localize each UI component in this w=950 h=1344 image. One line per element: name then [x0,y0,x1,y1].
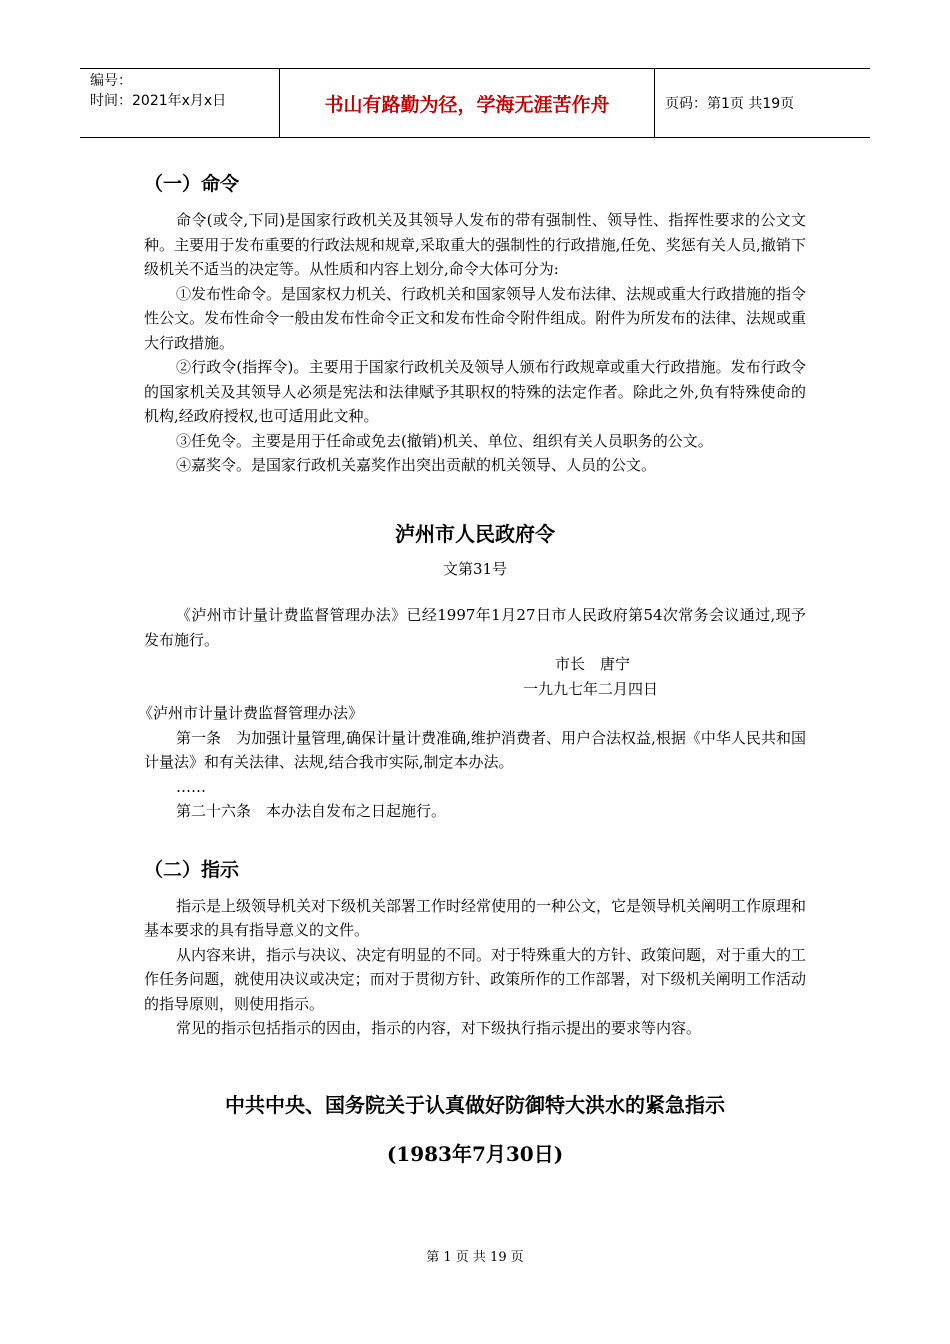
page-footer: 第 1 页 共 19 页 [426,1250,524,1265]
section-heading-directive: （二）指示 [144,858,240,881]
signing-date: 一九九七年二月四日 [522,679,658,698]
paragraph: ③任免令。主要是用于任命或免去(撤销)机关、单位、组织有关人员职务的公文。 [176,431,713,450]
section-heading-command: （一）命令 [144,173,240,195]
paragraph: ④嘉奖令。是国家行政机关嘉奖作出突出贡献的机关领导、人员的公文。 [176,456,657,474]
article-1: 第一条 为加强计量管理,确保计量计费准确,维护消费者、用户合法权益,根据《中华人民共和国计量法》和有关法律、法规,结合我市实际,制定本办法。 [144,728,806,771]
paragraph: 从内容来讲，指示与决议、决定有明显的不同。对于特殊重大的方针、政策问题，对于重大的工作任务问题，就使用决议或决定；而对于贯彻方针、政策所作的工作部署，对下级机关阐明工作活动的指导原则，则使用指示。 [144,945,807,1013]
ellipsis: …… [176,777,206,796]
example-title-flood-directive: 中共中央、国务院关于认真做好防御特大洪水的紧急指示 [225,1092,725,1117]
example-date: (1983年7月30日) [386,1141,564,1166]
paragraph: ②行政令(指挥令)。主要用于国家行政机关及领导人颁布行政规章或重大行政措施。发布行政令的国家机关及其领导人必须是宪法和法律赋予其职权的特殊的法定作者。除此之外,负有特殊使命的机构,经政府授权,也可适用此文种。 [144,358,806,425]
regulation-title: 《泸州市计量计费监督管理办法》 [138,704,364,722]
paragraph: 命令(或令,下同)是国家行政机关及其领导人发布的带有强制性、领导性、指挥性要求的公文文种。主要用于发布重要的行政法规和规章,采取重大的强制性的行政措施,任免、奖惩有关人员,撤销下级机关不适当的决定等。从性质和内容上划分,命令大体可分为: [144,211,806,278]
number-label: 编号： [90,73,132,89]
paragraph: 常见的指示包括指示的因由，指示的内容，对下级执行指示提出的要求等内容。 [176,1019,702,1037]
paragraph: ①发布性命令。是国家权力机关、行政机关和国家领导人发布法律、法规或重大行政措施的指令性公文。发布性命令一般由发布性命令正文和发布性命令附件组成。附件为所发布的法律、法规或重大行政措施。 [144,284,807,352]
signer: 市长 唐宁 [554,655,630,673]
paragraph: 《泸州市计量计费监督管理办法》已经1997年1月27日市人民政府第54次常务会议通过,现予发布施行。 [144,606,806,649]
header-meta-cell [80,69,280,137]
document-number: 文第31号 [442,559,508,578]
example-title-luzhou-order: 泸州市人民政府令 [395,521,555,546]
header-motto: 书山有路勤为径，学海无涯苦作舟 [280,69,655,137]
time-label: 时间：2021年x月x日 [90,93,227,109]
page-header-table [80,68,870,138]
paragraph: 指示是上级领导机关对下级机关部署工作时经常使用的一种公文，它是领导机关阐明工作原理和基本要求的具有指导意义的文件。 [144,896,807,939]
header-page-code: 页码：第1页 共19页 [665,96,795,112]
document-body [138,170,807,1167]
article-26: 第二十六条 本办法自发布之日起施行。 [176,802,447,820]
